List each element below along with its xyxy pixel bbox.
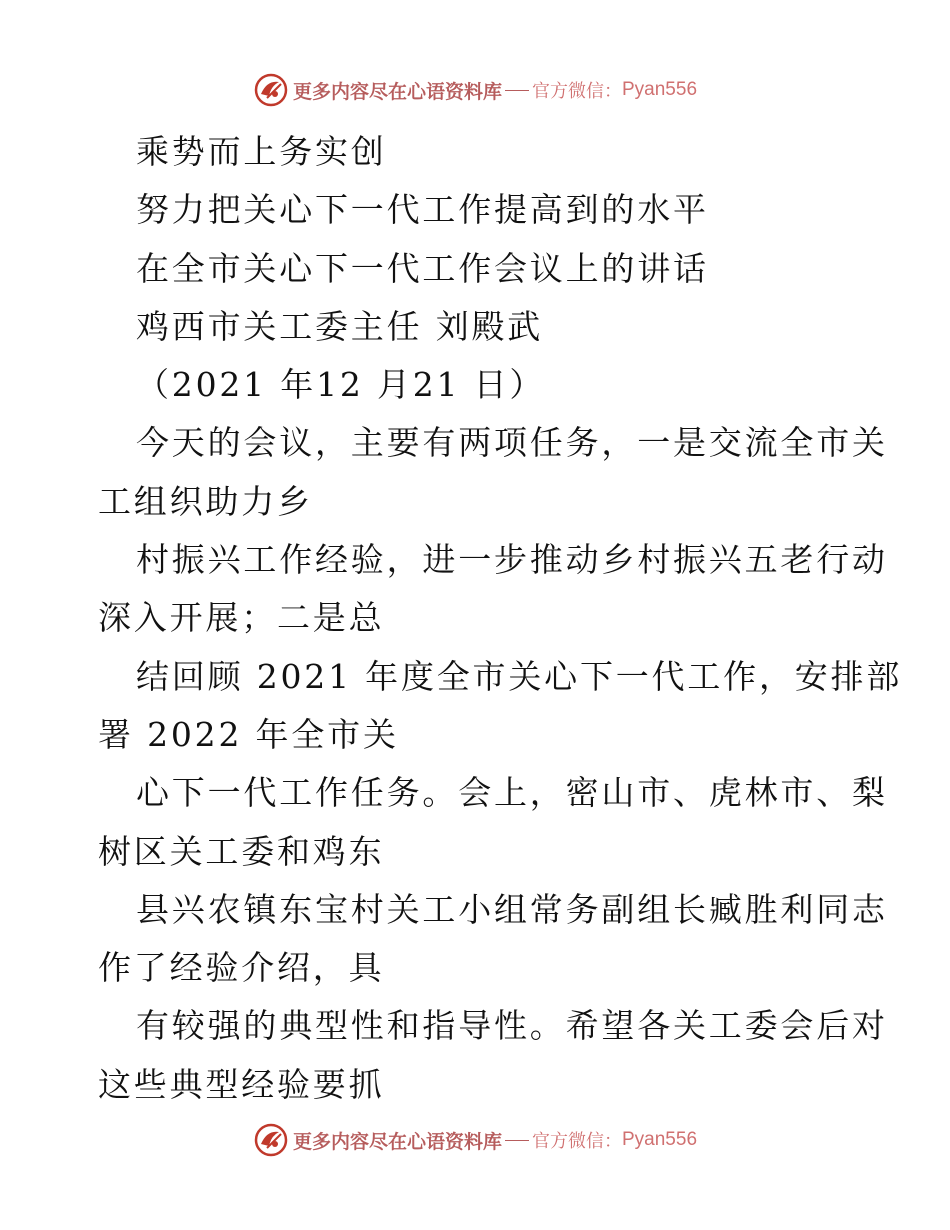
watermark-dash (505, 1140, 529, 1141)
body-text-line: 署 2022 年全市关 (98, 714, 399, 754)
library-logo-icon (253, 72, 289, 108)
body-text-line: 有较强的典型性和指导性。希望各关工委会后对 (136, 1006, 888, 1046)
body-text-line: 这些典型经验要抓 (98, 1064, 385, 1104)
document-date: （2021 年12 月21 日） (136, 365, 546, 405)
watermark-wechat-id: Pyan556 (622, 79, 698, 100)
document-title-line1: 乘势而上务实创 (136, 132, 387, 171)
body-text-line: 心下一代工作任务。会上，密山市、虎林市、梨 (136, 773, 888, 813)
watermark-brand-text: 更多内容尽在心语资料库 (292, 1130, 502, 1153)
paragraph-body (98, 414, 903, 1114)
document-title-line2: 努力把关心下一代工作提高到的水平 (136, 190, 709, 230)
document-author: 鸡西市关工委主任 刘殿武 (136, 306, 544, 346)
watermark-wechat-label: 官方微信： (532, 81, 622, 102)
watermark-dash (505, 90, 529, 91)
library-logo-icon (253, 1122, 289, 1158)
watermark-brand-text: 更多内容尽在心语资料库 (292, 80, 502, 103)
body-text-line: 工组织助力乡 (98, 481, 313, 521)
body-text-line: 作了经验介绍，具 (98, 948, 385, 988)
body-text-line: 结回顾 2021 年度全市关心下一代工作，安排部 (136, 656, 903, 696)
body-text-line: 县兴农镇东宝村关工小组常务副组长臧胜利同志 (136, 889, 888, 929)
watermark-footer (0, 1120, 950, 1160)
body-text-line: 深入开展；二是总 (98, 598, 385, 638)
document-body (98, 123, 903, 1114)
body-text-line: 今天的会议，主要有两项任务，一是交流全市关 (136, 423, 888, 463)
watermark-header (0, 70, 950, 110)
body-text-line: 村振兴工作经验，进一步推动乡村振兴五老行动 (136, 540, 888, 580)
document-subtitle: 在全市关心下一代工作会议上的讲话 (136, 248, 709, 288)
body-text-line: 树区关工委和鸡东 (98, 831, 385, 871)
watermark-wechat-label: 官方微信： (532, 1131, 622, 1152)
watermark-wechat-id: Pyan556 (622, 1129, 698, 1150)
